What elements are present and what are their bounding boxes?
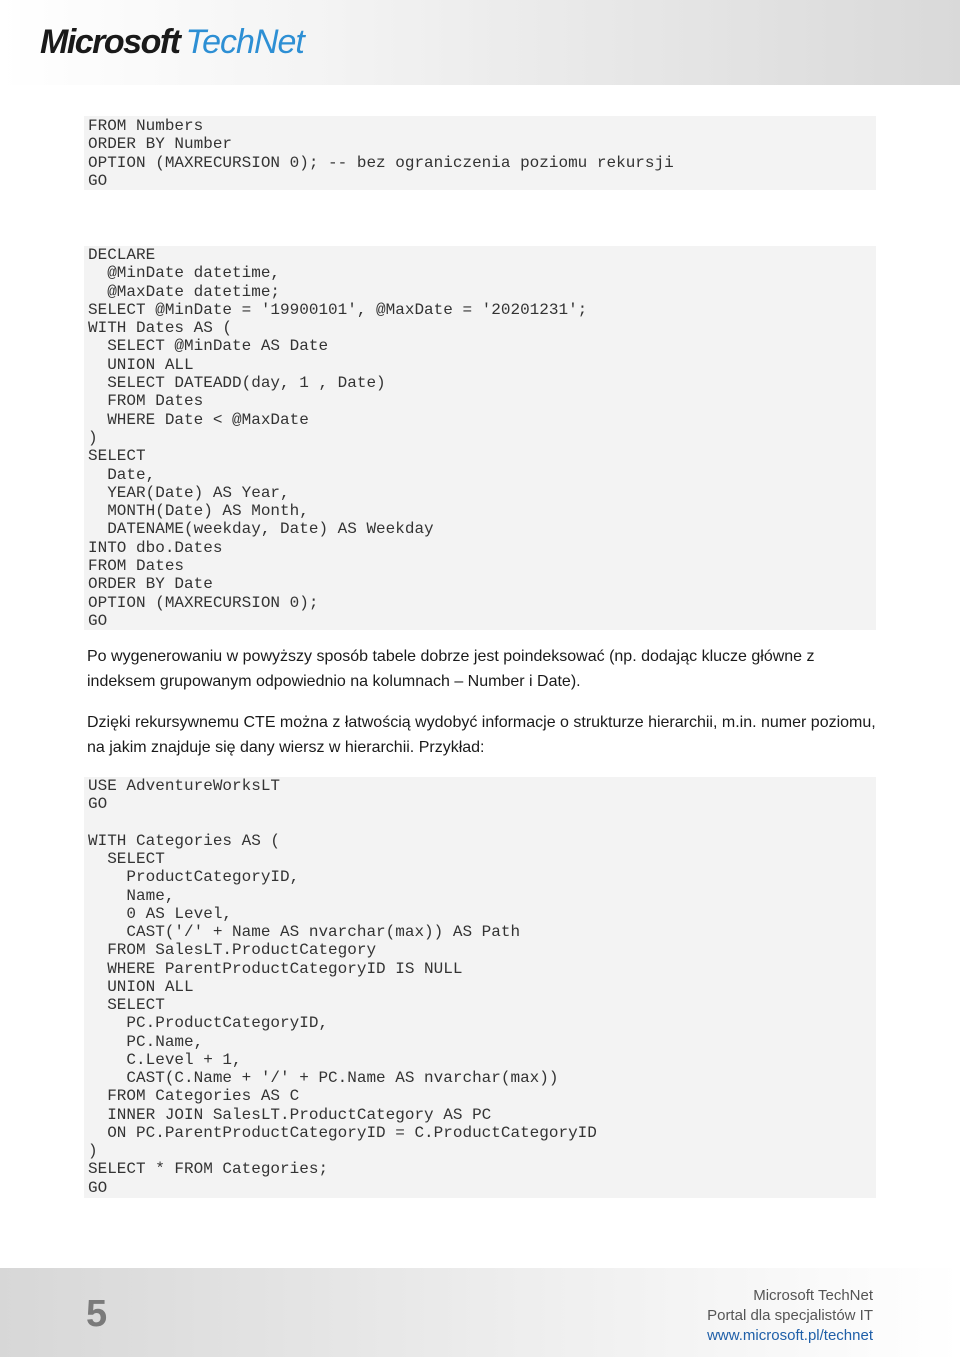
footer-tagline: Portal dla specjalistów IT: [707, 1307, 873, 1324]
code-block-categories-cte: USE AdventureWorksLT GO WITH Categories AS ( SELECT ProductCategoryID, Name, 0 AS Level, CAST('/' + Name AS nvarchar(max)) AS Path FROM SalesLT.ProductCategory WHERE ParentProductCategoryID IS NULL UNION ALL SELECT PC.ProductCategoryID, PC.Name, C.Level + 1, CAST(C.Name + '/' + PC.Name AS nvarchar(max)) FROM Categories AS C INNER JOIN SalesLT.ProductCategory AS PC ON PC.ParentProductCategoryID = C.ProductCategoryID ) SELECT * FROM Categories; GO: [84, 777, 876, 1198]
footer-branding: [707, 1286, 873, 1346]
paragraph-indexing-note: Po wygenerowaniu w powyższy sposób tabele dobrze jest poindeksować (np. dodając klucze główne z indeksem grupowanym odpowiednio na kolumnach – Number i Date).: [87, 648, 815, 690]
paragraph-hierarchy-intro: Dzięki rekursywnemu CTE można z łatwością wydobyć informacje o strukturze hierarchii, m.in. numer poziomu, na jakim znajduje się dany wiersz w hierarchii. Przykład:: [87, 714, 876, 756]
footer-website-link[interactable]: www.microsoft.pl/technet: [707, 1327, 873, 1344]
code-block-recursion-option: FROM Numbers ORDER BY Number OPTION (MAXRECURSION 0); -- bez ograniczenia poziomu rekursji GO: [84, 116, 876, 190]
code-block-dates-cte: DECLARE @MinDate datetime, @MaxDate datetime; SELECT @MinDate = '19900101', @MaxDate = '20201231'; WITH Dates AS ( SELECT @MinDate AS Date UNION ALL SELECT DATEADD(day, 1 , Date) FROM Dates WHERE Date < @MaxDate ) SELECT Date, YEAR(Date) AS Year, MONTH(Date) AS Month, DATENAME(weekday, Date) AS Weekday INTO dbo.Dates FROM Dates ORDER BY Date OPTION (MAXRECURSION 0); GO: [84, 246, 876, 630]
microsoft-technet-logo: [40, 22, 304, 62]
logo-technet-text: TechNet: [185, 23, 304, 61]
page-number: 5: [86, 1293, 108, 1335]
page-header: [0, 0, 960, 85]
footer-site-name: Microsoft TechNet: [753, 1287, 873, 1304]
logo-microsoft-text: Microsoft: [40, 23, 180, 61]
